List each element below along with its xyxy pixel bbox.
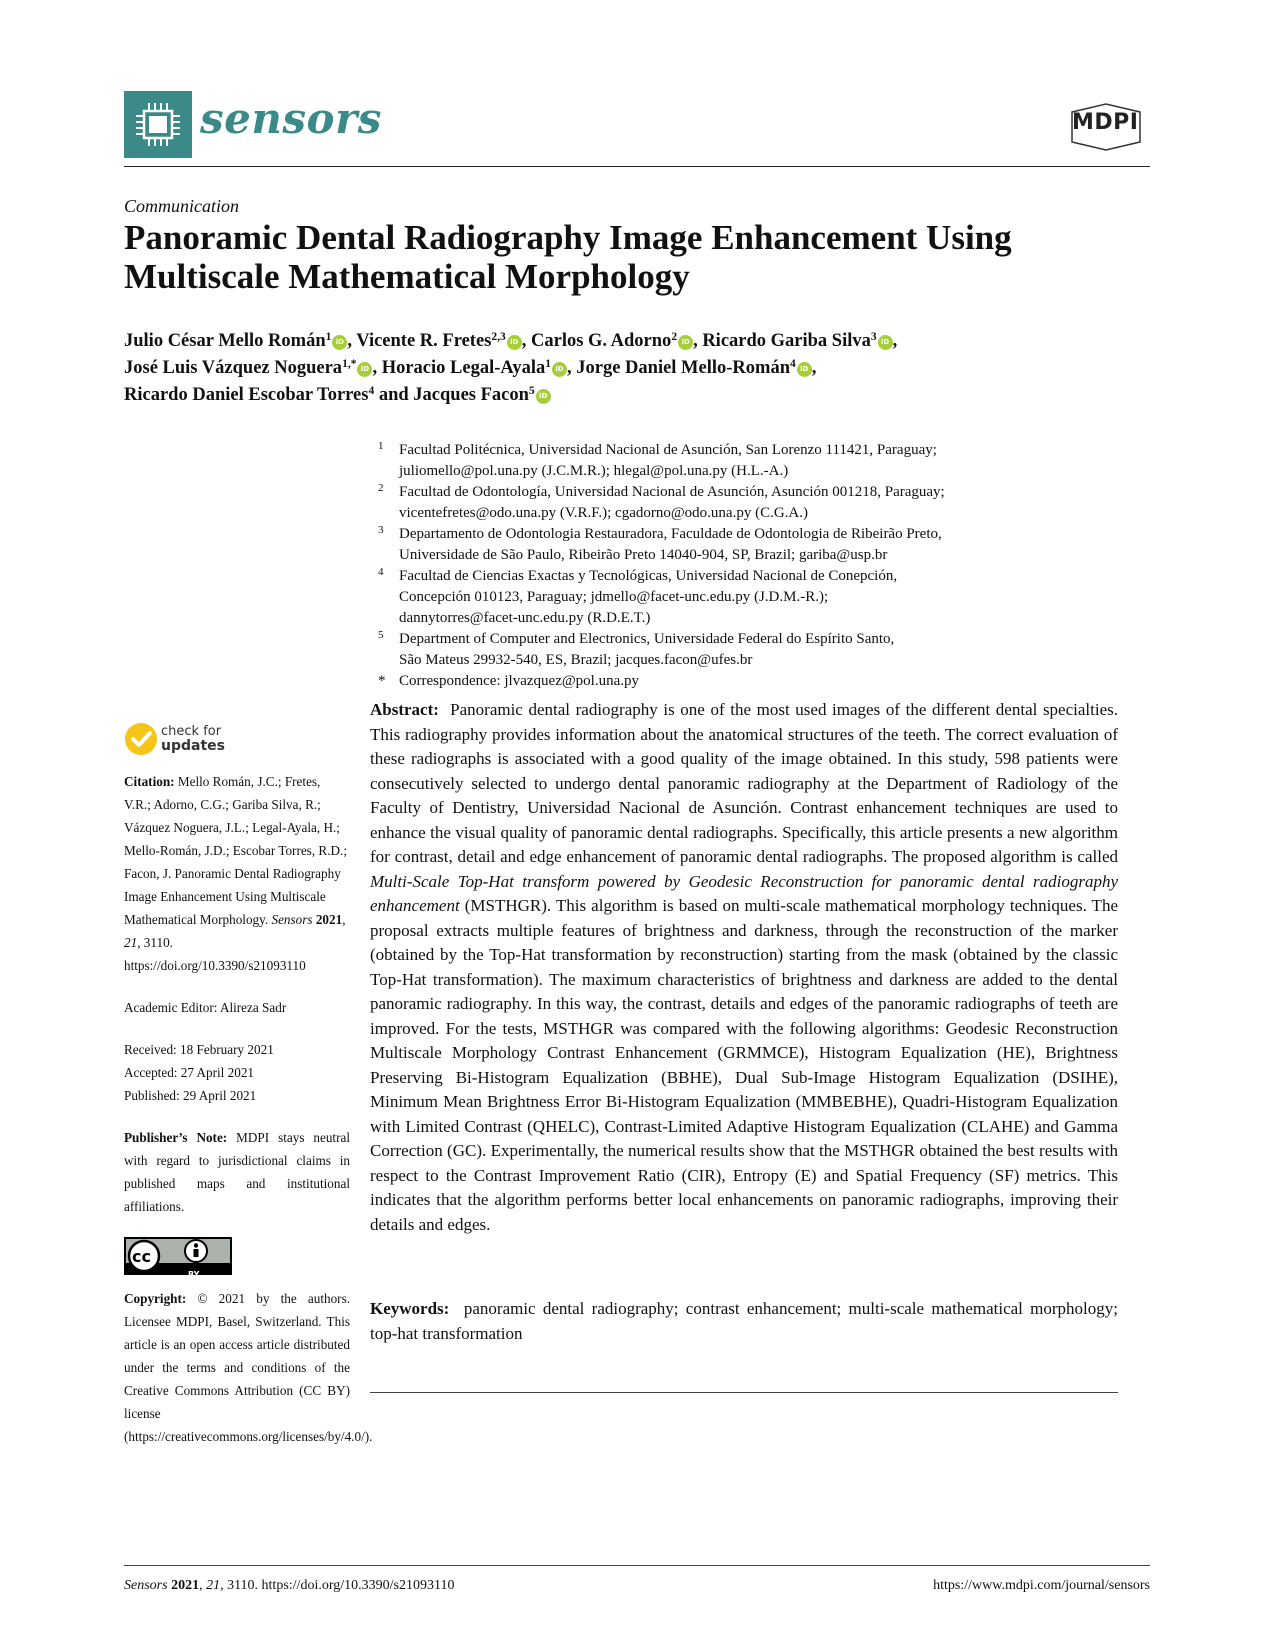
copyright-text: © 2021 by the authors. Licensee MDPI, Basel, Switzerland. This article is an open access article distributed under the terms and conditions of the Creative Commons Attribution (CC BY) license (https://creativecommons.org/licenses/by/4.0/).	[124, 1291, 373, 1444]
affiliation-item	[370, 440, 1150, 482]
article-type: Communication	[124, 196, 239, 216]
footer-volume: 21	[206, 1578, 221, 1593]
footer-journal: Sensors	[124, 1578, 168, 1593]
author-list	[124, 328, 1154, 409]
author-separator: ,	[811, 358, 817, 378]
publication-dates	[124, 1038, 350, 1107]
affiliation-line: dannytorres@facet-unc.edu.py (R.D.E.T.)	[399, 610, 651, 626]
orcid-icon[interactable]: iD	[678, 335, 693, 350]
sensors-logo-icon	[124, 91, 192, 158]
orcid-icon[interactable]: iD	[797, 362, 812, 377]
publisher-note-text: MDPI stays neutral with regard to jurisdictional claims in published maps and institutional affiliations.	[124, 1130, 351, 1214]
journal-header	[124, 90, 1150, 160]
footer-doi-link[interactable]: , 3110. https://doi.org/10.3390/s21093110	[220, 1578, 455, 1593]
affiliation-line: juliomello@pol.una.py (J.C.M.R.); hlegal@pol.una.py (H.L.-A.)	[399, 463, 789, 479]
author-separator: ,	[567, 358, 577, 378]
abstract-algorithm-name: Multi-Scale Top-Hat transform powered by Geodesic Reconstruction for panoramic dental radiography enhancement	[370, 871, 1118, 915]
affiliation-line: Departamento de Odontologia Restauradora, Faculdade de Odontologia de Ribeirão Preto,	[399, 526, 942, 542]
affiliation-number: 2	[378, 482, 384, 494]
citation-year: 2021	[315, 912, 343, 927]
affiliation-line: vicentefretes@odo.una.py (V.R.F.); cgadorno@odo.una.py (C.G.A.)	[399, 505, 808, 521]
author-name[interactable]: Jacques Facon	[413, 385, 529, 405]
journal-name: sensors	[200, 94, 382, 143]
check-updates-icon	[124, 722, 158, 756]
author-name[interactable]: Jorge Daniel Mello-Román	[576, 358, 790, 378]
abstract-text: Panoramic dental radiography is one of the most used images of the different dental specialties. This radiography provides information about the anatomical structures of the teeth. The correct evaluation of these radiographs is associated with a good quality of the image obtained. In this study, 598 patients were consecutively selected to undergo dental panoramic radiography at the Department of Radiology of the Faculty of Dentistry, Universidad Nacional de Asunción. Contrast enhancement techniques are used to enhance the visual quality of panoramic dental radiographs. Specifically, this article presents a new algorithm for contrast, detail and edge enhancement of panoramic dental radiographs. The proposed algorithm is called	[370, 700, 1118, 866]
copyright-notice	[124, 1287, 373, 1448]
abstract-text-continued: (MSTHGR). This algorithm is based on multi-scale mathematical morphology techniques. The proposal extracts multiple features of brightness and darkness, through the reconstruction of the marker (obtained by the Top-Hat transformation by reconstruction) starting from the mask (obtained by the classic Top-Hat transformation). The maximum characteristics of brightness and darkness are added to the dental panoramic radiography. In this way, the contrast, details and edges of the panoramic radiographs of teeth are improved. For the tests, MSTHGR was compared with the following algorithms: Geodesic Reconstruction Multiscale Morphology Contrast Enhancement (GRMMCE), Histogram Equalization (HE), Brightness Preserving Bi-Histogram Equalization (BBHE), Dual Sub-Image Histogram Equalization (DSIHE), Minimum Mean Brightness Error Bi-Histogram Equalization (MMBEBHE), Quadri-Histogram Equalization with Limited Contrast (QHELC), Contrast-Limited Adaptive Histogram Equalization (CLAHE) and Gamma Correction (GC). Experimentally, the numerical results show that the MSTHGR obtained the best results with respect to the Contrast Improvement Ratio (CIR), Entropy (E) and Spatial Frequency (SF) metrics. This indicates that the algorithm performs better local enhancements on panoramic radiographs, improving their details and edges.	[370, 896, 1118, 1234]
affiliation-line: Facultad de Odontología, Universidad Nacional de Asunción, Asunción 001218, Paraguay;	[399, 484, 945, 500]
correspondence-text[interactable]: Correspondence: jlvazquez@pol.una.py	[399, 673, 639, 689]
author-separator: ,	[892, 331, 898, 351]
correspondence-mark: *	[378, 673, 386, 689]
cc-by-label: BY	[188, 1270, 200, 1279]
received-date: Received: 18 February 2021	[124, 1042, 274, 1057]
author-separator: and	[374, 385, 414, 405]
footer-year: 2021	[171, 1578, 200, 1593]
check-updates-line2: updates	[161, 738, 225, 754]
affiliations	[370, 440, 1150, 692]
author-name[interactable]: Ricardo Gariba Silva	[702, 331, 871, 351]
affiliation-line: São Mateus 29932-540, ES, Brazil; jacques.facon@ufes.br	[399, 652, 753, 668]
mdpi-logo	[1064, 102, 1148, 152]
copyright-label: Copyright:	[124, 1291, 187, 1306]
author-affiliation-sup: 1	[545, 358, 551, 370]
orcid-icon[interactable]: iD	[878, 335, 893, 350]
author-separator: ,	[693, 331, 703, 351]
keywords	[370, 1297, 1118, 1346]
footer-citation: Sensors 2021, 21, 3110. https://doi.org/10.3390/s21093110	[124, 1578, 455, 1593]
author-separator: ,	[347, 331, 357, 351]
orcid-icon[interactable]: iD	[536, 389, 551, 404]
citation-volume: 21	[124, 935, 138, 950]
keywords-text: panoramic dental radiography; contrast enhancement; multi-scale mathematical morphology; top-hat transformation	[370, 1299, 1118, 1343]
abstract	[370, 698, 1118, 1237]
author-affiliation-sup: 4	[368, 385, 375, 397]
citation-journal: Sensors	[271, 912, 313, 927]
mdpi-logo-text: MDPI	[1072, 110, 1139, 135]
publisher-note-label: Publisher’s Note:	[124, 1130, 228, 1145]
paper-title: Panoramic Dental Radiography Image Enhancement Using Multiscale Mathematical Morphology	[124, 218, 1012, 296]
abstract-label: Abstract:	[370, 700, 439, 719]
citation-text: Mello Román, J.C.; Fretes, V.R.; Adorno, C.G.; Gariba Silva, R.; Vázquez Noguera, J.L.; Legal-Ayala, H.; Mello-Román, J.D.; Escobar Torres, R.D.; Facon, J. Panoramic Dental Radiography Image Enhancement Using Multiscale Mathematical Morphology.	[124, 774, 347, 927]
affiliation-number: 5	[378, 629, 384, 641]
keywords-label: Keywords:	[370, 1299, 450, 1318]
author-name[interactable]: Horacio Legal-Ayala	[381, 358, 546, 378]
author-separator: ,	[521, 331, 531, 351]
published-date: Published: 29 April 2021	[124, 1088, 257, 1103]
author-name[interactable]: Ricardo Daniel Escobar Torres	[124, 385, 369, 405]
citation-doi[interactable]: , 3110. https://doi.org/10.3390/s21093110	[124, 935, 306, 973]
author-affiliation-sup: 1,*	[342, 358, 357, 370]
affiliation-item	[370, 524, 1150, 566]
footer-divider	[124, 1565, 1150, 1566]
affiliation-item	[370, 482, 1150, 524]
citation-block: Citation: Mello Román, J.C.; Fretes, V.R.; Adorno, C.G.; Gariba Silva, R.; Vázquez Noguera, J.L.; Legal-Ayala, H.; Mello-Román, J.D.; Escobar Torres, R.D.; Facon, J. Panoramic Dental Radiography Image Enhancement Using Multiscale Mathematical Morphology. Sensors 2021, 21, 3110. https://doi.org/10.3390/s21093110	[124, 774, 347, 973]
author-name[interactable]: Carlos G. Adorno	[531, 331, 672, 351]
orcid-icon[interactable]: iD	[507, 335, 522, 350]
affiliation-line: Concepción 010123, Paraguay; jdmello@facet-unc.edu.py (J.D.M.-R.);	[399, 589, 829, 605]
affiliation-line: Facultad de Ciencias Exactas y Tecnológicas, Universidad Nacional de Conepción,	[399, 568, 898, 584]
orcid-icon[interactable]: iD	[357, 362, 372, 377]
author-affiliation-sup: 2,3	[491, 331, 506, 343]
orcid-icon[interactable]: iD	[552, 362, 567, 377]
orcid-icon[interactable]: iD	[332, 335, 347, 350]
author-name[interactable]: Julio César Mello Román	[124, 331, 326, 351]
author-separator: ,	[372, 358, 382, 378]
author-affiliation-sup: 3	[870, 331, 877, 343]
accepted-date: Accepted: 27 April 2021	[124, 1065, 255, 1080]
affiliation-number: 1	[378, 440, 384, 452]
check-updates-line1: check for	[161, 724, 222, 739]
cc-icon: cc	[132, 1247, 151, 1266]
check-for-updates-badge[interactable]	[124, 722, 350, 758]
author-affiliation-sup: 4	[790, 358, 796, 370]
author-affiliation-sup: 1	[325, 331, 332, 343]
cc-by-license-badge[interactable]	[124, 1237, 234, 1279]
sidebar	[124, 722, 373, 1467]
footer-journal-url[interactable]: https://www.mdpi.com/journal/sensors	[933, 1578, 1150, 1593]
affiliation-number: 3	[378, 524, 384, 536]
affiliation-line: Universidade de São Paulo, Ribeirão Preto 14040-904, SP, Brazil; gariba@usp.br	[399, 547, 888, 563]
author-affiliation-sup: 5	[528, 385, 535, 397]
section-divider	[370, 1392, 1118, 1393]
correspondence	[370, 671, 1150, 692]
affiliation-item	[370, 629, 1150, 671]
academic-editor: Academic Editor: Alireza Sadr	[124, 1000, 287, 1015]
author-name[interactable]: Vicente R. Fretes	[356, 331, 492, 351]
affiliation-item	[370, 566, 1150, 629]
header-divider	[124, 166, 1150, 167]
citation-label: Citation:	[124, 774, 175, 789]
affiliation-number: 4	[378, 566, 384, 578]
author-affiliation-sup: 2	[671, 331, 678, 343]
author-name[interactable]: José Luis Vázquez Noguera	[124, 358, 343, 378]
publisher-note	[124, 1126, 350, 1218]
affiliation-line: Facultad Politécnica, Universidad Nacional de Asunción, San Lorenzo 111421, Paraguay;	[399, 442, 937, 458]
affiliation-line: Department of Computer and Electronics, Universidade Federal do Espírito Santo,	[399, 631, 895, 647]
